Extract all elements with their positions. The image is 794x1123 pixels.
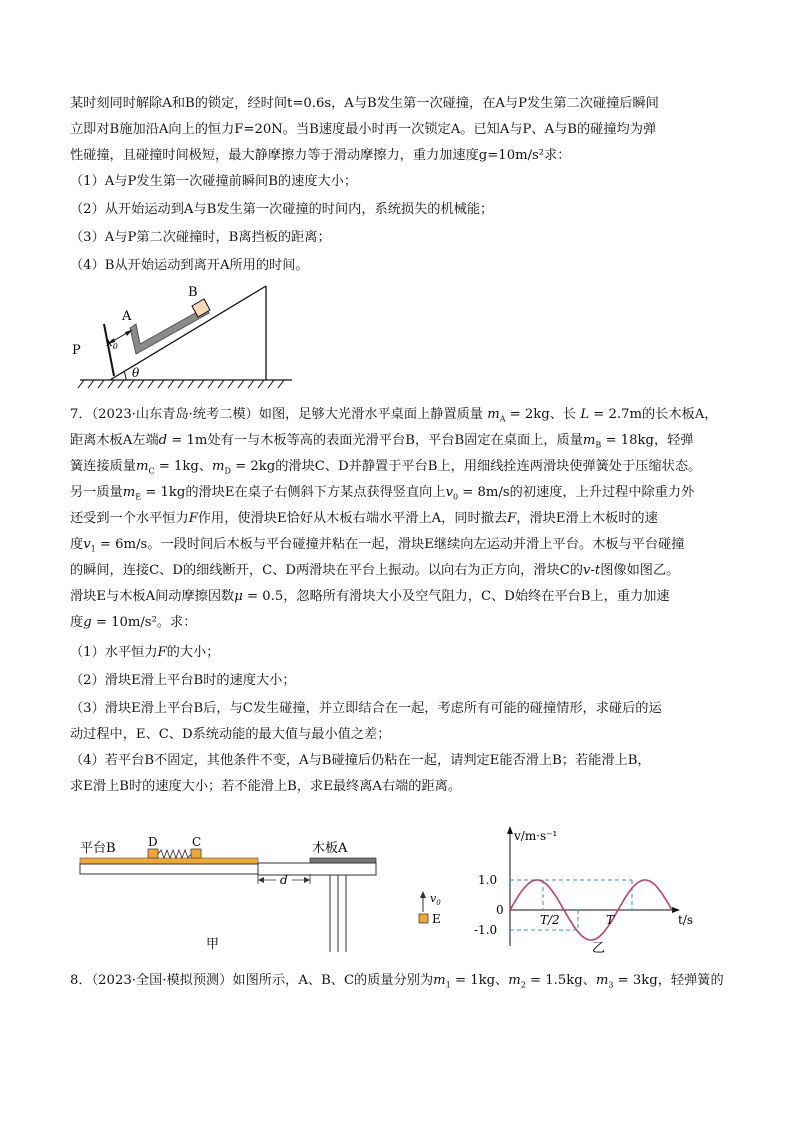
label-c: C [192,835,202,849]
p7-line5: 还受到一个水平恒力F作用，使滑块E恰好从木板右端水平滑上A，同时撤去F，滑块E滑上木板时的速 [70,511,658,526]
p7-q1: （1）水平恒力F的大小； [70,645,220,660]
p6-q1: （1）A与P发生第一次碰撞前瞬间B的速度大小； [70,174,358,189]
label-yi: 乙 [592,941,606,956]
p6-line1: 某时刻同时解除A和B的锁定，经时间t=0.6s，A与B发生第一次碰撞，在A与P发生第二次碰撞后瞬间 [70,96,659,111]
v0-arrowhead [420,891,426,898]
block-c [191,849,201,858]
label-d: D [148,835,158,849]
p6-line2: 立即对B施加沿A向上的恒力F=20N。当B速度最小时再一次锁定A。已知A与P、A与B的碰撞均为弹 [70,122,657,137]
p7-line2: 距离木板A左端d = 1m处有一与木板等高的表面光滑平台B，平台B固定在桌面上，质量$m_B = 18kg$，轻弹 [70,433,694,450]
v-axis-arrow [507,826,513,834]
platform-b-base [80,864,258,874]
p8-line1: 8．（2023·全国·模拟预测）如图所示，A、B、C的质量分别为$m_1 = 1kg$、$m_2 = 1.5kg$、$m_3 = 3kg$，轻弹簧的 [70,973,724,990]
ground-hatching [78,380,284,388]
vt-graph [468,820,708,956]
platform-b [80,858,258,864]
label-p: P [72,343,81,358]
p7-line6: 度$v_1 = 6m/s$。一段时间后木板与平台碰撞并粘在一起，滑块E继续向左运动并滑上平台。木板与平台碰撞 [70,537,685,554]
block-e-figure [410,888,450,932]
label-a: A [122,309,132,324]
d-arrowhead-left [258,877,264,883]
p7-q3-line1: （3）滑块E滑上平台B后，与C发生碰撞，并立即结合在一起，考虑所有可能的碰撞情形，求碰后的运 [70,701,662,716]
p7-line9: 度g = 10m/s²。求： [70,615,197,630]
block-d [148,849,158,858]
tick-y-max: 1.0 [478,873,498,887]
p6-q3: （3）A与P第二次碰撞时，B离挡板的距离； [70,230,331,245]
label-b: B [188,285,198,300]
p7-line3: 簧连接质量$m_C = 1kg$、$m_D = 2kg$的滑块C、D并静置于平台B上，用细线拴连两滑块使弹簧处于压缩状态。 [70,459,702,476]
p6-line3: 性碰撞，且碰撞时间极短，最大静摩擦力等于滑动摩擦力，重力加速度g=10m/s²求： [70,148,571,163]
tick-t-full: T [606,913,615,927]
incline-figure [70,282,300,392]
p7-q2: （2）滑块E滑上平台B时的速度大小； [70,673,296,688]
t-axis-label: t/s [678,913,694,927]
p7-line4: 另一质量$m_E = 1kg$的滑块E在桌子右侧斜下方某点获得竖直向上$v_0 = 8m/s$的初速度，上升过程中除重力外 [70,485,695,502]
label-jia: 甲 [206,937,220,952]
p7-q4-line1: （4）若平台B不固定，其他条件不变，A与B碰撞后仍粘在一起，请判定E能否滑上B；若能滑上B， [70,753,651,768]
p7-line1: 7．（2023·山东青岛·统考二模）如图，足够大光滑水平桌面上静置质量 $m_A = 2kg$、长 L = 2.7m的长木板A， [70,407,718,424]
d-arrowhead-right [304,877,310,883]
label-e: E [432,912,441,926]
p6-q2: （2）从开始运动到A与B发生第一次碰撞的时间内，系统损失的机械能； [70,202,494,217]
label-platform-b: 平台B [80,841,116,856]
p7-line7: 的瞬间，连接C、D的细线断开，C、D两滑块在平台上振动。以向右为正方向，滑块C的v-t图像如图乙。 [70,563,680,578]
tick-y-zero: 0 [496,903,504,917]
tick-y-min: -1.0 [474,923,498,937]
figure-jia [76,828,386,956]
tick-t-half: T/2 [540,913,560,927]
label-d-distance: d [280,873,288,887]
table-top [258,863,376,875]
p7-q3-line2: 动过程中，E、C、D系统动能的最大值与最小值之差； [70,727,391,742]
label-v0: $v_0$ [430,892,441,907]
spring [158,850,191,858]
p7-q4-line2: 求E滑上B时的速度大小；若不能滑上B，求E最终离A右端的距离。 [70,779,462,794]
label-board-a: 木板A [312,841,348,856]
v-axis-label: v/m·s⁻¹ [514,829,558,843]
label-theta: θ [132,366,140,380]
theta-arc [124,372,126,380]
label-x0: $x_0$ [106,335,118,351]
p6-q4: （4）B从开始运动到离开A所用的时间。 [70,258,309,273]
p7-line8: 滑块E与木板A间动摩擦因数μ = 0.5，忽略所有滑块大小及空气阻力，C、D始终在平台B上，重力加速 [70,589,670,604]
block-e [419,914,428,923]
board-a [310,858,376,863]
